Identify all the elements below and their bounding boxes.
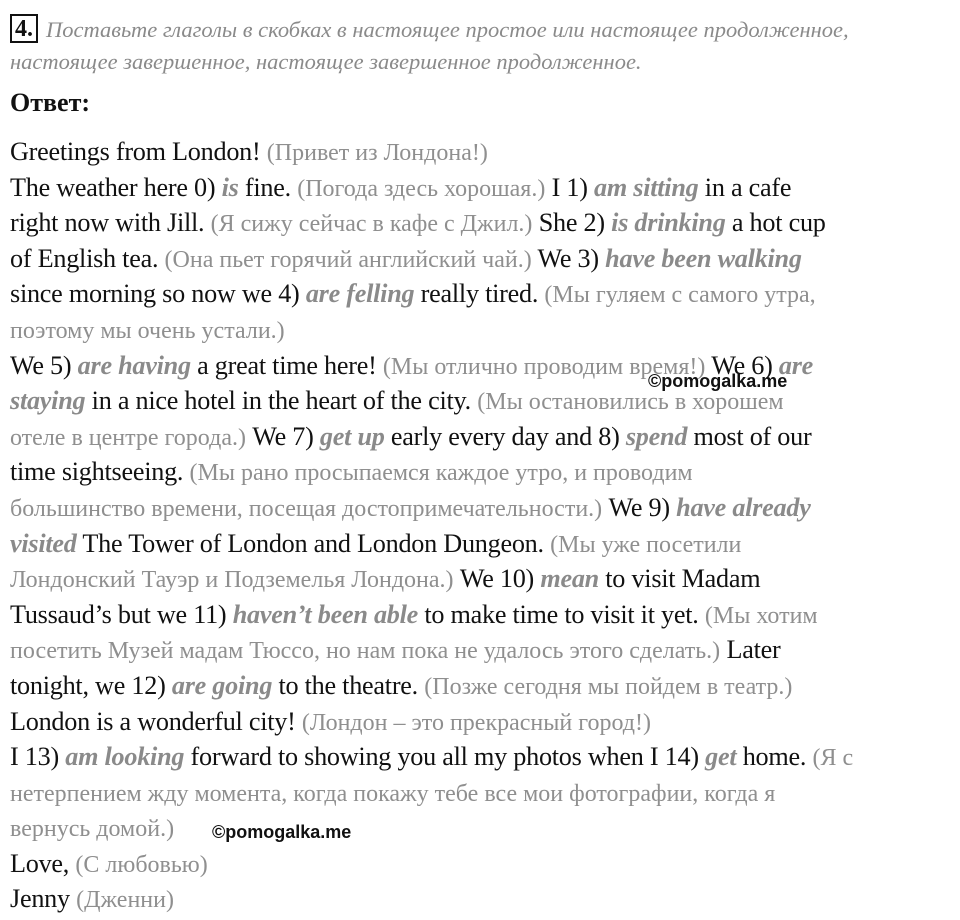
english-text: We 10) [453,564,541,594]
verb-answer: is drinking [611,208,726,238]
text-line [10,739,955,775]
task-instruction-line-1: Поставьте глаголы в скобках в настоящее простое или настоящее продолженное, [46,17,849,42]
translation-text: (Мы гуляем с самого утра, [544,282,816,309]
text-line [10,810,955,846]
verb-answer: are having [77,350,191,380]
verb-answer: visited [10,528,77,558]
translation-text: (Погода здесь хорошая.) [297,175,546,202]
text-line [10,668,955,704]
text-line [10,597,955,633]
verb-answer: am looking [65,742,185,772]
translation-text: большинство времени, посещая достопримечательности.) [10,495,603,522]
english-text: The weather here 0) [10,172,222,202]
translation-text: посетить Музей мадам Тюссо, но нам пока не удалось этого сделать.) [10,638,721,665]
verb-answer: staying [10,386,86,416]
verb-answer: haven’t been able [232,599,419,629]
english-text: early every day and 8) [384,421,626,451]
english-text: really tired. [414,279,545,309]
english-text: in a cafe [698,172,792,202]
english-text: Jenny [10,884,77,914]
text-line [10,881,955,917]
english-text: to visit Madam [598,564,761,594]
english-text: of English tea. [10,243,165,273]
translation-text: нетерпением жду момента, когда покажу тебе все мои фотографии, когда я [10,780,776,807]
text-line [10,170,955,206]
watermark: ©pomogalka.me [648,371,788,391]
english-text: Love, [10,848,76,878]
verb-answer: is [221,172,239,202]
task-number: 4. [10,14,38,43]
task-header [10,14,950,78]
text-line [10,561,955,597]
english-text: since morning so now we 4) [10,279,306,309]
english-text: Later [720,635,781,665]
translation-text: (Дженни) [76,887,174,914]
translation-text: (Она пьет горячий английский чай.) [164,246,532,273]
english-text: a great time here! [190,350,383,380]
english-text: She 2) [532,208,612,238]
verb-answer: mean [540,564,599,594]
verb-answer: get up [319,421,385,451]
english-text: to make time to visit it yet. [418,599,705,629]
english-text: I 13) [10,742,66,772]
english-text: time sightseeing. [10,457,190,487]
translation-text: Лондонский Тауэр и Подземелья Лондона.) [10,567,454,594]
verb-answer: are going [171,670,273,700]
text-line [10,704,955,740]
english-text: tonight, we 12) [10,670,172,700]
english-text: in a nice hotel in the heart of the city. [85,386,478,416]
english-text: forward to showing you all my photos when I 14) [184,742,706,772]
english-text: a hot cup [725,208,826,238]
verb-answer: get [705,742,737,772]
translation-text: (Я с [812,745,854,772]
translation-text: (Мы рано просыпаемся каждое утро, и проводим [189,460,693,487]
translation-text: (Лондон – это прекрасный город!) [301,709,651,736]
verb-answer: have already [676,492,811,522]
translation-text: отеле в центре города.) [10,424,246,451]
english-text: We 9) [602,492,677,522]
translation-text: (Я сижу сейчас в кафе с Джил.) [210,211,533,238]
translation-text: вернусь домой.) [10,816,175,843]
text-line [10,775,955,811]
verb-answer: are [778,350,814,380]
english-text: right now with Jill. [10,208,211,238]
english-text: The Tower of London and London Dungeon. [76,528,551,558]
english-text: I 1) [545,172,595,202]
english-text: London is a wonderful city! [10,706,302,736]
english-text: We 6) [705,350,779,380]
english-text: to the theatre. [272,670,425,700]
translation-text: (Привет из Лондона!) [266,140,488,166]
text-line [10,348,955,384]
translation-text: (Позже сегодня мы пойдем в театр.) [424,673,793,700]
text-line [10,490,955,526]
text-line [10,134,955,170]
text-line [10,419,955,455]
verb-answer: have been walking [605,243,802,273]
text-line [10,846,955,882]
english-text: We 7) [245,421,320,451]
text-line [10,276,955,312]
translation-text: поэтому мы очень устали.) [10,317,285,344]
verb-answer: am sitting [594,172,699,202]
english-text: most of our [687,421,812,451]
text-line [10,241,955,277]
translation-text: (Мы остановились в хорошем [477,389,784,416]
translation-text: (Мы хотим [704,602,818,629]
translation-text: (С любовью) [75,851,208,878]
verb-answer: spend [625,421,688,451]
english-text: We 3) [531,243,606,273]
task-instruction-line-2: настоящее завершенное, настоящее завершенное продолженное. [10,49,642,74]
translation-text: (Мы отлично проводим время!) [382,353,706,380]
text-line [10,205,955,241]
english-text: home. [736,742,813,772]
translation-text: (Мы уже посетили [550,531,742,558]
watermark: ©pomogalka.me [212,822,352,842]
english-text: fine. [238,172,298,202]
letter-body [10,134,955,917]
text-line [10,454,955,490]
verb-answer: are felling [305,279,415,309]
text-line [10,526,955,562]
answer-label: Ответ: [10,88,91,117]
english-text: Greetings from London! [10,137,267,166]
text-line [10,632,955,668]
text-line [10,383,955,419]
english-text: We 5) [10,350,78,380]
text-line [10,312,955,348]
english-text: Tussaud’s but we 11) [10,599,233,629]
